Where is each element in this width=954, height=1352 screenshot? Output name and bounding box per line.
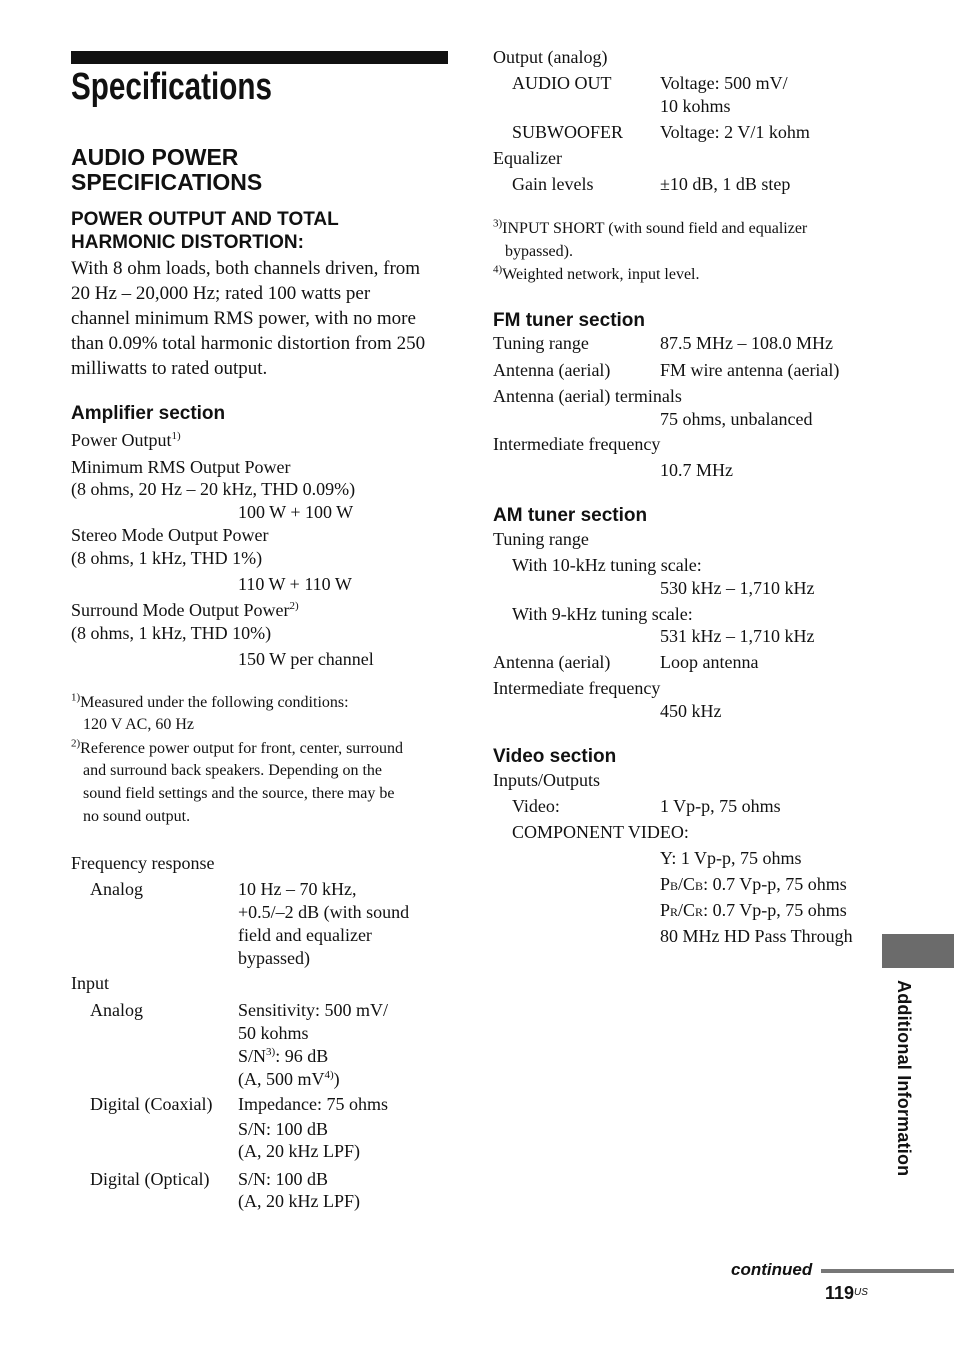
fm-tuner-heading: FM tuner section	[493, 310, 646, 331]
video-section-heading: Video section	[493, 746, 617, 767]
surround-mode-label: Surround Mode Output Power$^{2)}$	[71, 600, 299, 620]
am-10k-value: 530 kHz – 1,710 kHz	[660, 578, 815, 598]
audio-out-label: AUDIO OUT	[512, 73, 612, 93]
side-tab-block	[882, 934, 954, 968]
input-analog-value: Sensitivity: 500 mV/ 50 kohms $S/N^{3)}$: 96 dB (A, 500 $mV^{4)}$)	[238, 1000, 389, 1089]
audio-out-value: Voltage: 500 mV/ 10 kohms	[660, 73, 788, 116]
gain-levels-label: Gain levels	[512, 174, 594, 194]
am-antenna-value: Loop antenna	[660, 652, 759, 672]
amplifier-section-heading: Amplifier section	[71, 403, 226, 424]
component-pb-value: PB/CB: 0.7 Vp-p, 75 ohms	[660, 874, 847, 894]
optical-label: Digital (Optical)	[90, 1169, 210, 1189]
page-number: $119^{US}$	[825, 1283, 868, 1303]
fm-terminals-value: 75 ohms, unbalanced	[660, 409, 813, 429]
hd-pass-through-value: 80 MHz HD Pass Through	[660, 926, 853, 946]
fm-if-label: Intermediate frequency	[493, 434, 661, 454]
min-rms-value: 100 W + 100 W	[238, 502, 354, 522]
component-video-label: COMPONENT VIDEO:	[512, 822, 689, 842]
am-if-label: Intermediate frequency	[493, 678, 661, 698]
stereo-mode-value: 110 W + 110 W	[238, 574, 352, 594]
surround-mode-condition: (8 ohms, 1 kHz, THD 10%)	[71, 623, 272, 643]
power-output-paragraph: With 8 ohm loads, both channels driven, from 20 Hz – 20,000 Hz; rated 100 watts per channel minimum RMS power, with no more than 0.09% total harmonic distortion from 250 milliwatts to rated output.	[71, 258, 426, 379]
side-tab-label: Additional Information	[894, 980, 914, 1177]
footnote-1: $^{1)}$Measured under the following conditions: 120 V AC, 60 Hz	[71, 691, 349, 733]
footnote-4: $^{4)}$Weighted network, input level.	[493, 263, 700, 283]
page-title: Specifications	[71, 66, 272, 108]
continued-label: continued	[731, 1260, 813, 1279]
gain-levels-value: ±10 dB, 1 dB step	[660, 174, 791, 194]
am-9k-value: 531 kHz – 1,710 kHz	[660, 626, 815, 646]
input-analog-label: Analog	[90, 1000, 143, 1020]
coaxial-value: Impedance: 75 ohms S/N: 100 dB (A, 20 kHz LPF)	[238, 1094, 388, 1161]
component-pr-value: PR/CR: 0.7 Vp-p, 75 ohms	[660, 900, 847, 920]
power-output-label: Power Output$^{1)}$	[71, 430, 181, 450]
component-y-value: Y: 1 Vp-p, 75 ohms	[660, 848, 802, 868]
output-analog-label: Output (analog)	[493, 47, 608, 67]
min-rms-label: Minimum RMS Output Power	[71, 457, 291, 477]
am-tuning-range-label: Tuning range	[493, 529, 589, 549]
footnote-2: $^{2)}$Reference power output for front, center, surround and surround back speakers. Depending on the sound field settings and the source, there may be no sound output.	[71, 737, 403, 825]
min-rms-condition: (8 ohms, 20 Hz – 20 kHz, THD 0.09%)	[71, 479, 356, 499]
surround-mode-value: 150 W per channel	[238, 649, 374, 669]
inputs-outputs-label: Inputs/Outputs	[493, 770, 601, 790]
equalizer-label: Equalizer	[493, 148, 562, 168]
fm-if-value: 10.7 MHz	[660, 460, 733, 480]
video-value: 1 Vp-p, 75 ohms	[660, 796, 781, 816]
continued-rule	[821, 1269, 954, 1273]
coaxial-label: Digital (Coaxial)	[90, 1094, 213, 1114]
frequency-response-label: Frequency response	[71, 853, 215, 873]
fm-antenna-label: Antenna (aerial)	[493, 360, 611, 380]
input-label: Input	[71, 973, 109, 993]
am-10k-label: With 10-kHz tuning scale:	[512, 555, 702, 575]
power-output-heading: POWER OUTPUT AND TOTAL HARMONIC DISTORTION:	[71, 209, 339, 253]
subwoofer-value: Voltage: 2 V/1 kohm	[660, 122, 810, 142]
subwoofer-label: SUBWOOFER	[512, 122, 624, 142]
stereo-mode-label: Stereo Mode Output Power	[71, 525, 269, 545]
am-tuner-heading: AM tuner section	[493, 505, 648, 526]
am-9k-label: With 9-kHz tuning scale:	[512, 604, 693, 624]
freq-analog-value: 10 Hz – 70 kHz, +0.5/–2 dB (with sound field and equalizer bypassed)	[238, 879, 410, 968]
optical-value: S/N: 100 dB (A, 20 kHz LPF)	[238, 1169, 360, 1211]
stereo-mode-condition: (8 ohms, 1 kHz, THD 1%)	[71, 548, 263, 568]
freq-analog-label: Analog	[90, 879, 143, 899]
audio-power-heading: AUDIO POWER SPECIFICATIONS	[71, 144, 263, 195]
am-if-value: 450 kHz	[660, 701, 722, 721]
footnote-3: $^{3)}$INPUT SHORT (with sound field and equalizer bypassed).	[493, 217, 808, 260]
video-label: Video:	[512, 796, 560, 816]
fm-tuning-range-value: 87.5 MHz – 108.0 MHz	[660, 333, 833, 353]
fm-terminals-label: Antenna (aerial) terminals	[493, 386, 682, 406]
fm-tuning-range-label: Tuning range	[493, 333, 589, 353]
title-bar	[71, 51, 448, 64]
am-antenna-label: Antenna (aerial)	[493, 652, 611, 672]
fm-antenna-value: FM wire antenna (aerial)	[660, 360, 840, 380]
